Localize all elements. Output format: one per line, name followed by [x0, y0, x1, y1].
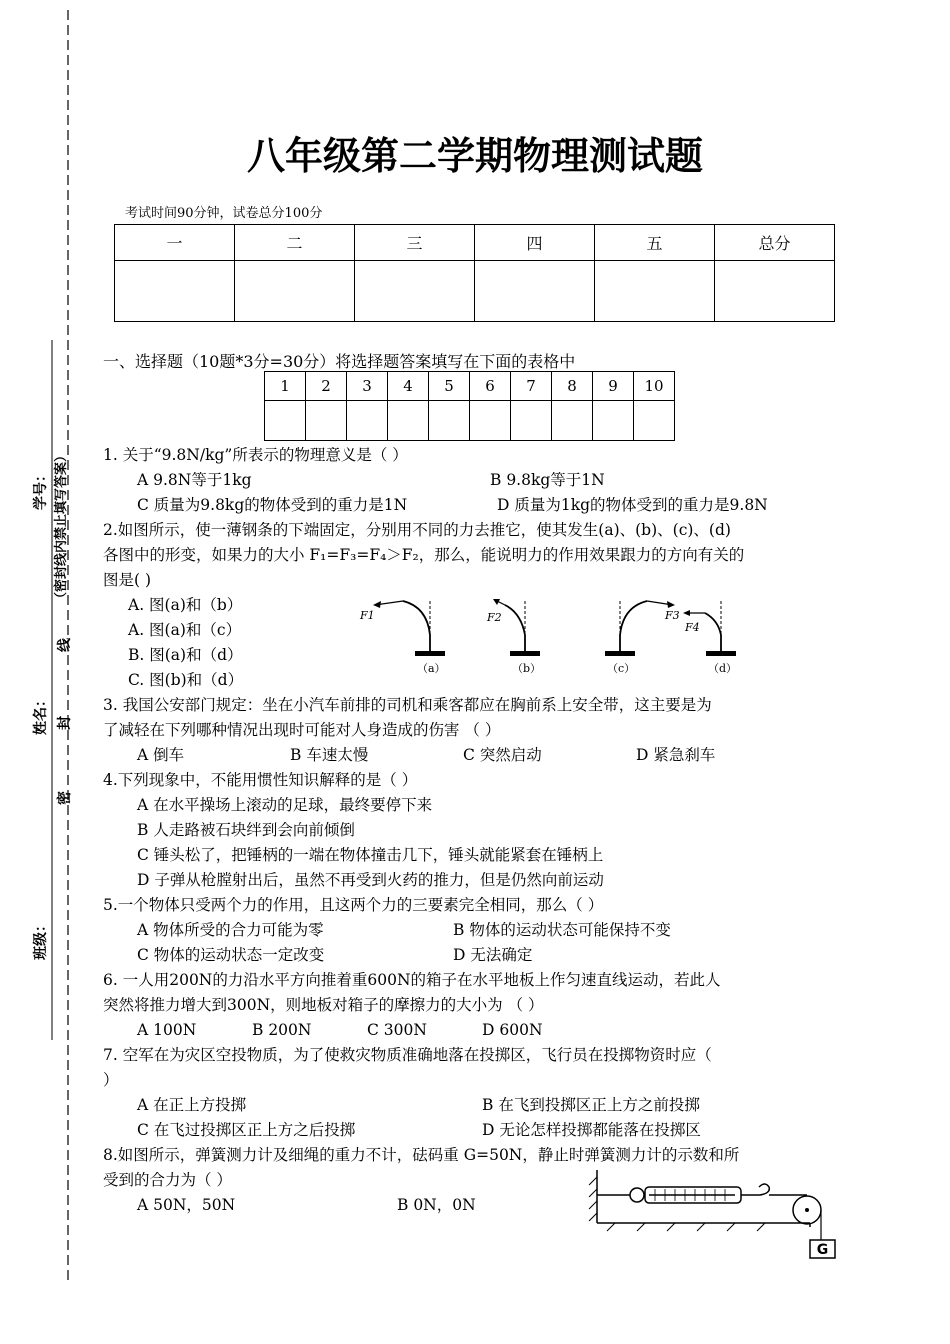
score-header: 五 — [595, 225, 715, 261]
answer-cell[interactable] — [265, 401, 306, 441]
answer-cell[interactable] — [552, 401, 593, 441]
section1-heading: 一、选择题（10题*3分=30分）将选择题答案填写在下面的表格中 — [103, 352, 576, 371]
q8-option-a: A 50N，50N — [137, 1196, 236, 1214]
class-label: 班级： — [33, 918, 49, 960]
score-header: 四 — [475, 225, 595, 261]
q5-option-b: B 物体的运动状态可能保持不变 — [453, 921, 671, 939]
line-char: 线 — [57, 638, 73, 652]
student-id-label: 学号： — [33, 468, 49, 510]
q2-line1: 2.如图所示，使一薄钢条的下端固定，分别用不同的力去推它，使其发生(a)、(b)、(c)、(d) — [103, 521, 731, 539]
q7-option-c: C 在飞过投掷区正上方之后投掷 — [137, 1121, 356, 1139]
q6-option-a: A 100N — [137, 1021, 197, 1039]
answer-cell[interactable] — [634, 401, 675, 441]
score-cell[interactable] — [235, 261, 355, 322]
force-label: F2 — [487, 611, 502, 624]
q2-option: B. 图(a)和（d） — [128, 646, 243, 664]
score-cell[interactable] — [715, 261, 835, 322]
q4-stem: 4.下列现象中，不能用惯性知识解释的是（ ） — [103, 771, 418, 789]
q3-line1: 3. 我国公安部门规定：坐在小汽车前排的司机和乘客都应在胸前系上安全带，这主要是为 — [103, 696, 712, 714]
q7-line1: 7. 空军在为灾区空投物质，为了使救灾物质准确地落在投掷区，飞行员在投掷物资时应（ — [103, 1046, 712, 1064]
page-title: 八年级第二学期物理测试题 — [246, 134, 703, 178]
score-cell[interactable] — [355, 261, 475, 322]
q8-option-b: B 0N，0N — [397, 1196, 476, 1214]
q4-option-a: A 在水平操场上滚动的足球，最终要停下来 — [137, 796, 433, 814]
q5-stem: 5.一个物体只受两个力的作用，且这两个力的三要素完全相同，那么（ ） — [103, 896, 604, 914]
q6-line1: 6. 一人用200N的力沿水平方向推着重600N的箱子在水平地板上作匀速直线运动，若此人 — [103, 971, 721, 989]
dense-char: 密 — [57, 791, 73, 805]
q8-line2: 受到的合力为（ ） — [103, 1171, 232, 1189]
q7-option-a: A 在正上方投掷 — [137, 1096, 247, 1114]
score-cell[interactable] — [115, 261, 235, 322]
q3-option-a: A 倒车 — [137, 746, 185, 764]
force-label: F1 — [360, 609, 375, 622]
answer-cell[interactable] — [429, 401, 470, 441]
q6-option-b: B 200N — [252, 1021, 312, 1039]
score-header: 二 — [235, 225, 355, 261]
fig-caption: （b） — [512, 662, 542, 675]
steel-strip-d — [705, 613, 721, 653]
q1-stem: 1. 关于“9.8N/kg”所表示的物理意义是（ ） — [103, 446, 408, 464]
q2-line2: 各图中的形变，如果力的大小 F₁=F₃=F₄＞F₂，那么，能说明力的作用效果跟力的方向有关的 — [103, 546, 745, 564]
score-cell[interactable] — [475, 261, 595, 322]
score-header: 一 — [115, 225, 235, 261]
score-table — [114, 224, 835, 322]
fig-caption: （d） — [708, 662, 738, 675]
answer-cell[interactable] — [388, 401, 429, 441]
answer-table — [264, 371, 675, 441]
name-label: 姓名： — [33, 693, 49, 735]
q3-option-b: B 车速太慢 — [290, 746, 369, 764]
answer-col-header: 1 — [265, 372, 306, 401]
answer-col-header: 8 — [552, 372, 593, 401]
q8-line1: 8.如图所示，弹簧测力计及细绳的重力不计，砝码重 G=50N，静止时弹簧测力计的示数和所 — [103, 1146, 740, 1164]
answer-col-header: 10 — [634, 372, 675, 401]
answer-col-header: 2 — [306, 372, 347, 401]
answer-col-header: 9 — [593, 372, 634, 401]
score-header: 三 — [355, 225, 475, 261]
q4-option-d: D 子弹从枪膛射出后，虽然不再受到火药的推力，但是仍然向前运动 — [137, 871, 604, 889]
q7-option-d: D 无论怎样投掷都能落在投掷区 — [482, 1121, 701, 1139]
q4-option-b: B 人走路被石块绊到会向前倾倒 — [137, 821, 355, 839]
score-cell[interactable] — [595, 261, 715, 322]
answer-cell[interactable] — [511, 401, 552, 441]
q3-option-c: C 突然启动 — [463, 746, 542, 764]
q5-option-a: A 物体所受的合力可能为零 — [137, 921, 324, 939]
steel-strip-c — [620, 601, 647, 653]
answer-col-header: 5 — [429, 372, 470, 401]
q1-option-a: A 9.8N等于1kg — [137, 471, 252, 489]
answer-cell[interactable] — [470, 401, 511, 441]
answer-cell[interactable] — [593, 401, 634, 441]
q1-option-d: D 质量为1kg的物体受到的重力是9.8N — [497, 496, 768, 514]
seal-char: 封 — [57, 716, 73, 730]
answer-cell[interactable] — [347, 401, 388, 441]
score-header: 总分 — [715, 225, 835, 261]
q5-option-d: D 无法确定 — [453, 946, 533, 964]
answer-col-header: 6 — [470, 372, 511, 401]
q4-option-c: C 锤头松了，把锤柄的一端在物体撞击几下，锤头就能紧套在锤柄上 — [137, 846, 604, 864]
q1-option-b: B 9.8kg等于1N — [490, 471, 605, 489]
answer-cell[interactable] — [306, 401, 347, 441]
binding-line — [0, 0, 100, 1344]
q2-option: A. 图(a)和（c） — [128, 621, 242, 639]
q1-option-c: C 质量为9.8kg的物体受到的重力是1N — [137, 496, 408, 514]
no-answer-note: （密封线内禁止填写答案） — [54, 448, 69, 605]
fig-caption: （c） — [607, 662, 636, 675]
q3-line2: 了减轻在下列哪种情况出现时可能对人身造成的伤害 （ ） — [103, 721, 501, 739]
q7-line2: ） — [103, 1071, 119, 1089]
answer-col-header: 4 — [388, 372, 429, 401]
q2-option: A. 图(a)和（b） — [128, 596, 243, 614]
q6-option-d: D 600N — [482, 1021, 543, 1039]
answer-col-header: 3 — [347, 372, 388, 401]
q6-option-c: C 300N — [367, 1021, 427, 1039]
force-label: F3 — [665, 609, 680, 622]
weight-label: G — [816, 1242, 829, 1258]
q8-figure — [585, 1165, 845, 1275]
q2-figure — [355, 595, 750, 680]
q7-option-b: B 在飞到投掷区正上方之前投掷 — [482, 1096, 700, 1114]
q5-option-c: C 物体的运动状态一定改变 — [137, 946, 325, 964]
steel-strip-b — [505, 605, 525, 653]
force-label: F4 — [685, 621, 700, 634]
fig-caption: （a） — [417, 662, 446, 675]
steel-strip-a — [403, 601, 430, 653]
q2-option: C. 图(b)和（d） — [128, 671, 244, 689]
q2-line3: 图是( ) — [103, 571, 152, 589]
q6-line2: 突然将推力增大到300N，则地板对箱子的摩擦力的大小为 （ ） — [103, 996, 544, 1014]
exam-info: 考试时间90分钟，试卷总分100分 — [125, 206, 323, 221]
q3-option-d: D 紧急刹车 — [636, 746, 716, 764]
answer-col-header: 7 — [511, 372, 552, 401]
spring-scale — [597, 1184, 807, 1203]
